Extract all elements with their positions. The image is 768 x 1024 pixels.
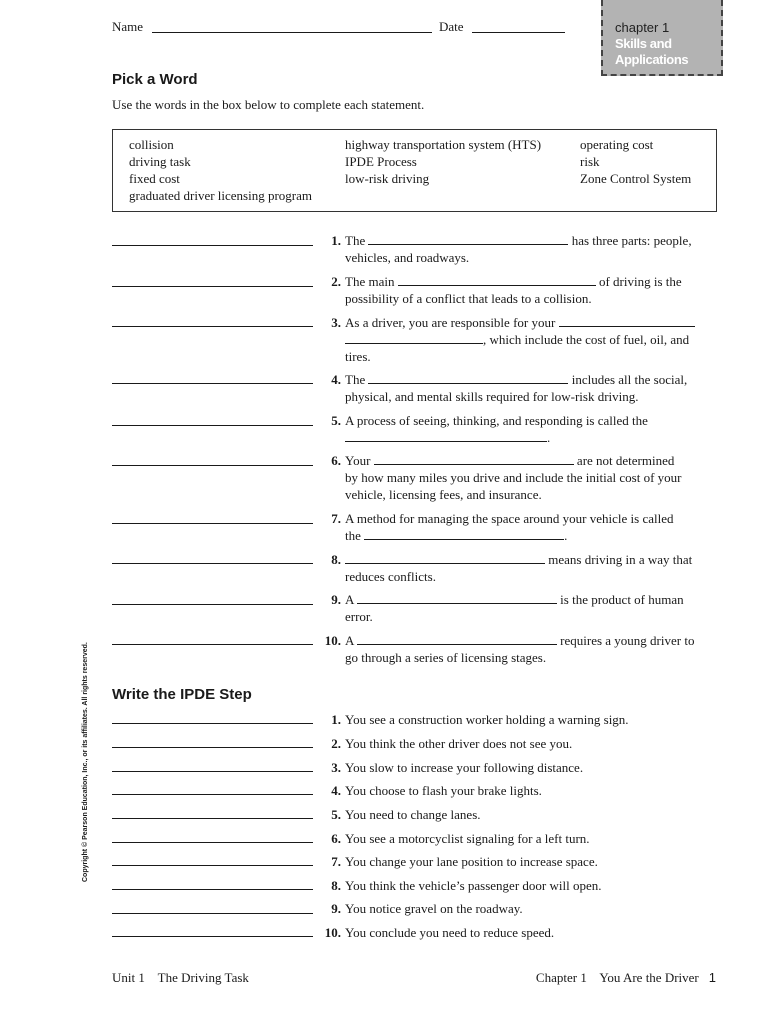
answer-line[interactable] [112, 465, 313, 466]
statement-blank [398, 274, 596, 286]
answer-line[interactable] [112, 523, 313, 524]
statement-blank [559, 315, 695, 327]
statement-text: The main [345, 274, 395, 289]
statement-text: Your [345, 453, 371, 468]
statement-blank [345, 332, 483, 344]
pick-instructions: Use the words in the box below to complete each statement. [112, 97, 425, 112]
chapter-number: chapter 1 [615, 20, 670, 35]
statement-text: A process of seeing, thinking, and responding is called the [345, 413, 648, 428]
word-bank-item: risk [580, 154, 600, 169]
ipde-text: You see a construction worker holding a warning sign. [345, 712, 629, 727]
ipde-text: You think the vehicle’s passenger door will open. [345, 878, 602, 893]
ipde-number: 3. [331, 760, 341, 775]
ipde-answer-line[interactable] [112, 842, 313, 843]
statement-5 [345, 413, 720, 447]
statement-text: is the product of human [560, 592, 684, 607]
statement-text: by how many miles you drive and include the initial cost of your [345, 469, 682, 485]
statement-text: . [547, 429, 551, 445]
statement-blank [368, 233, 568, 245]
word-bank-item: fixed cost [129, 171, 180, 186]
footer-chapter [536, 970, 716, 986]
statement-text: tires. [345, 348, 371, 364]
word-bank-item: driving task [129, 154, 191, 169]
statement-text: possibility of a conflict that leads to a collision. [345, 290, 592, 306]
ipde-number: 2. [331, 736, 341, 751]
name-label: Name [112, 19, 144, 34]
statement-text: A [345, 592, 354, 607]
statement-text: error. [345, 608, 373, 624]
statement-text: As a driver, you are responsible for your [345, 315, 556, 330]
answer-line[interactable] [112, 326, 313, 327]
ipde-answer-line[interactable] [112, 771, 313, 772]
chapter-title-line-1: Skills and [615, 36, 672, 51]
ipde-number: 7. [331, 854, 341, 869]
item-number: 7. [331, 511, 341, 526]
statement-blank [357, 592, 557, 604]
statement-text: includes all the social, [571, 372, 688, 387]
ipde-answer-line[interactable] [112, 936, 313, 937]
item-number: 5. [331, 413, 341, 428]
statement-text: vehicle, licensing fees, and insurance. [345, 486, 542, 502]
item-number: 1. [331, 233, 341, 248]
item-number: 8. [331, 552, 341, 567]
item-number: 2. [331, 274, 341, 289]
statement-text: go through a series of licensing stages. [345, 649, 547, 665]
statement-text: . [564, 527, 568, 543]
footer-chapter-text: Chapter 1 You Are the Driver [535, 970, 699, 985]
statement-8 [345, 552, 720, 586]
item-number: 9. [331, 592, 341, 607]
ipde-answer-line[interactable] [112, 913, 313, 914]
statement-text: A method for managing the space around your vehicle is called [345, 511, 674, 526]
statement-text: are not determined [576, 453, 675, 468]
page-number: 1 [708, 970, 716, 985]
ipde-answer-line[interactable] [112, 889, 313, 890]
date-field[interactable] [472, 32, 565, 33]
word-bank-item: IPDE Process [345, 154, 417, 169]
statement-text: reduces conflicts. [345, 568, 436, 584]
answer-line[interactable] [112, 425, 313, 426]
statement-blank [345, 430, 547, 442]
statement-blank [368, 372, 568, 384]
chapter-tab [601, 0, 723, 76]
ipde-heading: Write the IPDE Step [112, 686, 252, 703]
word-bank-item: highway transportation system (HTS) [345, 137, 542, 152]
ipde-number: 1. [331, 712, 341, 727]
statement-10 [345, 633, 720, 667]
statement-text: A [345, 633, 354, 648]
statement-text: of driving is the [598, 274, 682, 289]
ipde-number: 5. [331, 807, 341, 822]
word-bank-item: operating cost [580, 137, 654, 152]
ipde-answer-line[interactable] [112, 794, 313, 795]
answer-line[interactable] [112, 644, 313, 645]
ipde-number: 8. [331, 878, 341, 893]
statement-6 [345, 453, 720, 503]
statement-9 [345, 592, 720, 626]
pick-a-word-heading: Pick a Word [112, 71, 198, 88]
name-field[interactable] [152, 32, 432, 33]
item-number: 10. [324, 633, 341, 648]
statement-2 [345, 274, 720, 308]
statement-text: The [345, 233, 366, 248]
statement-blank [357, 633, 557, 645]
statement-text: vehicles, and roadways. [345, 249, 470, 265]
word-bank-item: graduated driver licensing program [129, 188, 313, 203]
date-label: Date [439, 19, 464, 34]
statement-1 [345, 233, 720, 267]
ipde-text: You see a motorcyclist signaling for a left turn. [345, 831, 590, 846]
ipde-answer-line[interactable] [112, 818, 313, 819]
ipde-answer-line[interactable] [112, 723, 313, 724]
statement-text: The [345, 372, 366, 387]
statement-7 [345, 511, 720, 545]
item-number: 4. [331, 372, 341, 387]
statement-text: , which include the cost of fuel, oil, and [483, 331, 690, 347]
answer-line[interactable] [112, 286, 313, 287]
ipde-answer-line[interactable] [112, 865, 313, 866]
ipde-text: You need to change lanes. [345, 807, 481, 822]
statement-blank [345, 552, 545, 564]
word-bank-item: Zone Control System [580, 171, 692, 186]
ipde-number: 10. [324, 925, 341, 940]
answer-line[interactable] [112, 563, 313, 564]
ipde-text: You think the other driver does not see you. [345, 736, 573, 751]
answer-line[interactable] [112, 245, 313, 246]
ipde-number: 6. [331, 831, 341, 846]
statement-text: has three parts: people, [571, 233, 692, 248]
chapter-title [615, 36, 721, 68]
statement-text: physical, and mental skills required for low-risk driving. [345, 388, 639, 404]
answer-line[interactable] [112, 604, 313, 605]
copyright-notice: Copyright © Pearson Education, Inc., or its affiliates. All rights reserved. [82, 642, 89, 882]
ipde-number: 4. [331, 783, 341, 798]
answer-line[interactable] [112, 383, 313, 384]
item-number: 6. [331, 453, 341, 468]
statement-3 [345, 315, 720, 365]
word-bank-item: collision [129, 137, 174, 152]
word-bank-item: low-risk driving [345, 171, 430, 186]
statement-text: the [345, 527, 361, 543]
ipde-text: You slow to increase your following distance. [345, 760, 584, 775]
statement-text: means driving in a way that [548, 552, 693, 567]
statement-4 [345, 372, 720, 406]
statement-blank [374, 453, 574, 465]
ipde-text: You notice gravel on the roadway. [345, 901, 523, 916]
ipde-answer-line[interactable] [112, 747, 313, 748]
footer-unit: Unit 1 The Driving Task [112, 970, 249, 985]
ipde-text: You change your lane position to increase space. [345, 854, 598, 869]
statement-text: requires a young driver to [560, 633, 695, 648]
item-number: 3. [331, 315, 341, 330]
statement-blank [364, 528, 564, 540]
chapter-title-line-2: Applications [615, 52, 689, 67]
ipde-text: You choose to flash your brake lights. [345, 783, 542, 798]
ipde-number: 9. [331, 901, 341, 916]
ipde-text: You conclude you need to reduce speed. [345, 925, 555, 940]
word-bank-box [112, 129, 717, 212]
